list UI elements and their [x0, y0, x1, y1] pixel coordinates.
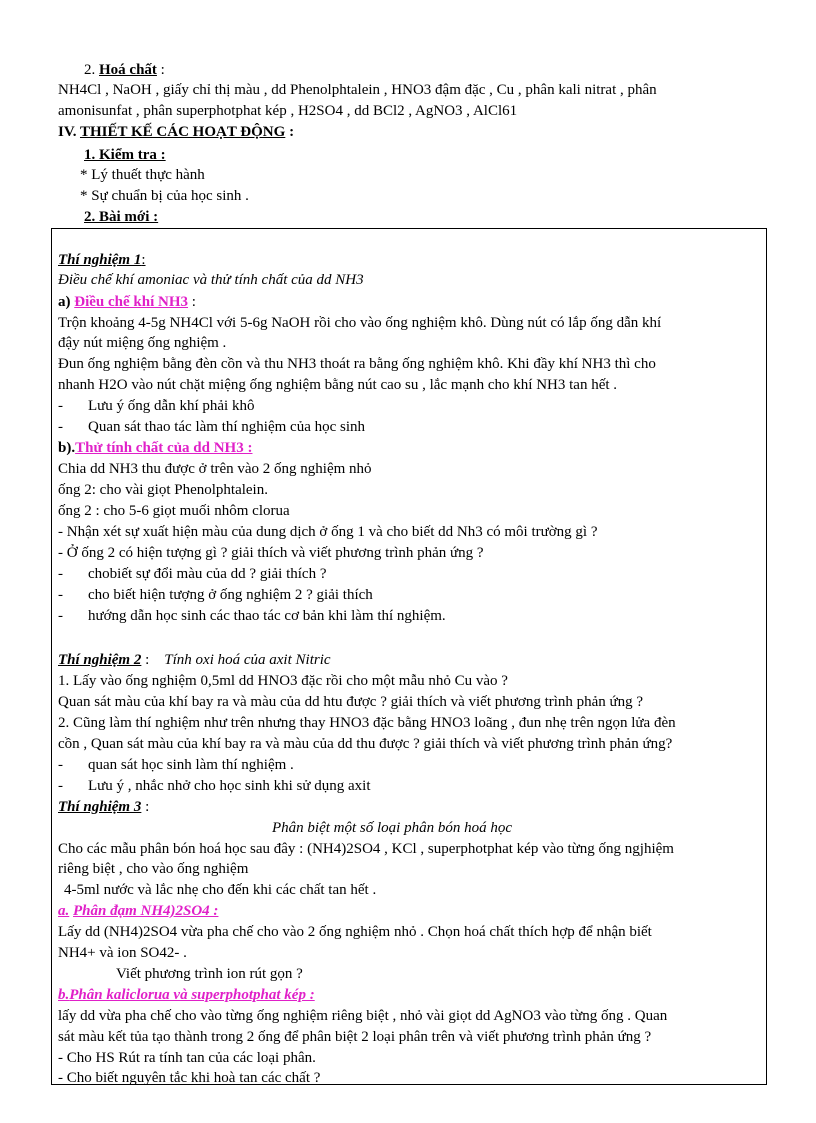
exp3-a-title: Phân đạm NH4)2SO4 : — [73, 903, 219, 919]
section-number: 2. — [84, 62, 96, 78]
exp1-b-title: Thử tính chất của dd NH3 : — [75, 440, 253, 456]
exp3-heading: Thí nghiệm 3 : — [58, 799, 150, 815]
new-lesson-heading: 2. Bài mới : — [84, 209, 159, 225]
exp2-para-3: 2. Cũng làm thí nghiệm như trên nhưng thay HNO3 đặc bằng HNO3 loãng , đun nhẹ trên ngọn lửa đèn — [58, 715, 676, 731]
exp1-b-note-2: - cho biết hiện tượng ở ống nghiệm 2 ? giải thích — [58, 587, 373, 603]
exp2-note-1: - quan sát học sinh làm thí nghiệm . — [58, 757, 294, 773]
section-iv-title: THIẾT KẾ CÁC HOẠT ĐỘNG — [79, 124, 286, 140]
exp1-b-note-1-text: chobiết sự đổi màu của dd ? giải thích ? — [88, 566, 327, 582]
exp1-title-text: Thí nghiệm 1 — [58, 252, 142, 268]
chemicals-line-2: amonisunfat , phân superphotphat kép , H2SO4 , dd BCl2 , AgNO3 , AlCl61 — [58, 103, 518, 119]
exp1-b-para-1: Chia dd NH3 thu được ở trên vào 2 ống nghiệm nhỏ — [58, 461, 372, 477]
exp3-b-label: b. — [58, 987, 70, 1003]
section-materials-heading — [84, 60, 165, 80]
exp2-note-2: - Lưu ý , nhắc nhở cho học sinh khi sử dụng axit — [58, 778, 371, 794]
exp1-a-note-2-text: Quan sát thao tác làm thí nghiệm của học sinh — [88, 419, 366, 435]
section-iv-heading — [58, 122, 294, 142]
exp1-a-para-2: đậy nút miệng ống nghiệm . — [58, 335, 227, 351]
check-item-1: * Lý thuết thực hành — [80, 167, 205, 183]
exp1-a-para-4: nhanh H2O vào nút chặt miệng ống nghiệm bằng nút cao su , lắc mạnh cho khí NH3 tan hết . — [58, 377, 618, 393]
exp3-b-para-1: lấy dd vừa pha chế cho vào từng ống nghiệm riêng biệt , nhỏ vài giọt dd AgNO3 vào từng ống . Quan — [58, 1008, 668, 1024]
exp3-b-heading — [58, 985, 315, 1005]
check-heading: 1. Kiểm tra : — [84, 147, 166, 163]
exp3-b-para-2: sát màu kết tủa tạo thành trong 2 ống để phân biệt 2 loại phân trên và viết phương trình phản ứng ? — [58, 1029, 652, 1045]
exp3-a-label: a. — [58, 903, 70, 919]
exp1-b-note-1: - chobiết sự đổi màu của dd ? giải thích ? — [58, 566, 327, 582]
exp3-para-3: 4-5ml nước và lắc nhẹ cho đến khi các chất tan hết . — [64, 882, 377, 898]
exp3-a-para-1: Lấy dd (NH4)2SO4 vừa pha chế cho vào 2 ống nghiệm nhỏ . Chọn hoá chất thích hợp để nhận biết — [58, 924, 652, 940]
exp3-para-1: Cho các mẫu phân bón hoá học sau đây : (NH4)2SO4 , KCl , superphotphat kép vào từng ống ngjhiệm — [58, 841, 674, 857]
exp1-a-note-2: - Quan sát thao tác làm thí nghiệm của học sinh — [58, 419, 366, 435]
exp1-b-note-3: - hướng dẫn học sinh các thao tác cơ bản khi làm thí nghiệm. — [58, 608, 446, 624]
exp1-b-heading — [58, 438, 252, 458]
exp3-b-title: Phân kaliclorua và superphotphat kép : — [69, 987, 315, 1003]
exp1-b-question-2: - Ở ống 2 có hiện tượng gì ? giải thích và viết phương trình phản ứng ? — [58, 545, 484, 561]
exp3-b-question-1: - Cho HS Rút ra tính tan của các loại phân. — [58, 1050, 316, 1066]
section-title: Hoá chất — [99, 62, 157, 78]
exp1-a-note-1: - Lưu ý ống dẫn khí phải khô — [58, 398, 255, 414]
exp3-title: Thí nghiệm 3 — [58, 799, 142, 815]
exp1-a-note-1-text: Lưu ý ống dẫn khí phải khô — [88, 398, 255, 414]
exp3-para-2: riêng biệt , cho vào ống nghiệm — [58, 861, 249, 877]
exp1-subtitle: Điều chế khí amoniac và thử tính chất của dd NH3 — [58, 272, 364, 288]
section-colon: : — [160, 62, 165, 78]
exp1-b-para-3: ống 2 : cho 5-6 giọt muối nhôm clorua — [58, 503, 290, 519]
exp1-b-note-3-text: hướng dẫn học sinh các thao tác cơ bản khi làm thí nghiệm. — [88, 608, 446, 624]
exp2-heading: Thí nghiệm 2 : Tính oxi hoá của axit Nitric — [58, 652, 331, 668]
exp3-a-para-2: NH4+ và ion SO42- . — [58, 945, 187, 961]
exp1-title: Thí nghiệm 1: — [58, 252, 146, 268]
exp1-a-heading: a) Điều chế khí NH3 : — [58, 294, 196, 310]
exp1-a-para-3: Đun ống nghiệm bằng đèn cồn và thu NH3 thoát ra bằng ống nghiệm khô. Khi đầy khí NH3 thì cho — [58, 356, 656, 372]
exp2-para-2: Quan sát màu của khí bay ra và màu của dd htu được ? giải thích và viết phương trình phản ứng ? — [58, 694, 644, 710]
chemicals-line-1: NH4Cl , NaOH , giấy chỉ thị màu , dd Phenolphtalein , HNO3 đậm đặc , Cu , phân kali nitrat , phân — [58, 82, 657, 98]
exp2-title: Thí nghiệm 2 — [58, 652, 142, 668]
exp1-a-label: a) — [58, 294, 71, 310]
exp1-a-para-1: Trộn khoảng 4-5g NH4Cl với 5-6g NaOH rồi cho vào ống nghiệm khô. Dùng nút có lắp ống dẫn khí — [58, 315, 662, 331]
exp2-subtitle: Tính oxi hoá của axit Nitric — [164, 652, 331, 668]
exp2-note-1-text: quan sát học sinh làm thí nghiệm . — [88, 757, 294, 773]
exp3-subtitle: Phân biệt một số loại phân bón hoá học — [272, 820, 512, 836]
exp3-a-para-3: Viết phương trình ion rút gọn ? — [116, 966, 303, 982]
section-iv-colon: : — [289, 124, 295, 140]
exp3-b-question-2: - Cho biết nguyên tắc khi hoà tan các chất ? — [58, 1070, 321, 1086]
exp1-b-para-2: ống 2: cho vài giọt Phenolphtalein. — [58, 482, 268, 498]
section-iv-number: IV. — [58, 124, 77, 140]
check-item-2: * Sự chuẩn bị của học sinh . — [80, 188, 249, 204]
exp2-para-4: cồn , Quan sát màu của khí bay ra và màu của dd thu được ? giải thích và viết phương trình phản ứng? — [58, 736, 673, 752]
exp3-a-heading — [58, 901, 218, 921]
exp2-para-1: 1. Lấy vào ống nghiệm 0,5ml dd HNO3 đặc rồi cho một mẫu nhỏ Cu vào ? — [58, 673, 508, 689]
exp2-note-2-text: Lưu ý , nhắc nhở cho học sinh khi sử dụng axit — [88, 778, 371, 794]
exp1-b-note-2-text: cho biết hiện tượng ở ống nghiệm 2 ? giải thích — [88, 587, 373, 603]
exp1-b-label: b). — [58, 440, 76, 456]
exp1-b-question-1: - Nhận xét sự xuất hiện màu của dung dịch ở ống 1 và cho biết dd Nh3 có môi trường gì ? — [58, 524, 598, 540]
exp1-a-title: Điều chế khí NH3 — [74, 294, 189, 310]
